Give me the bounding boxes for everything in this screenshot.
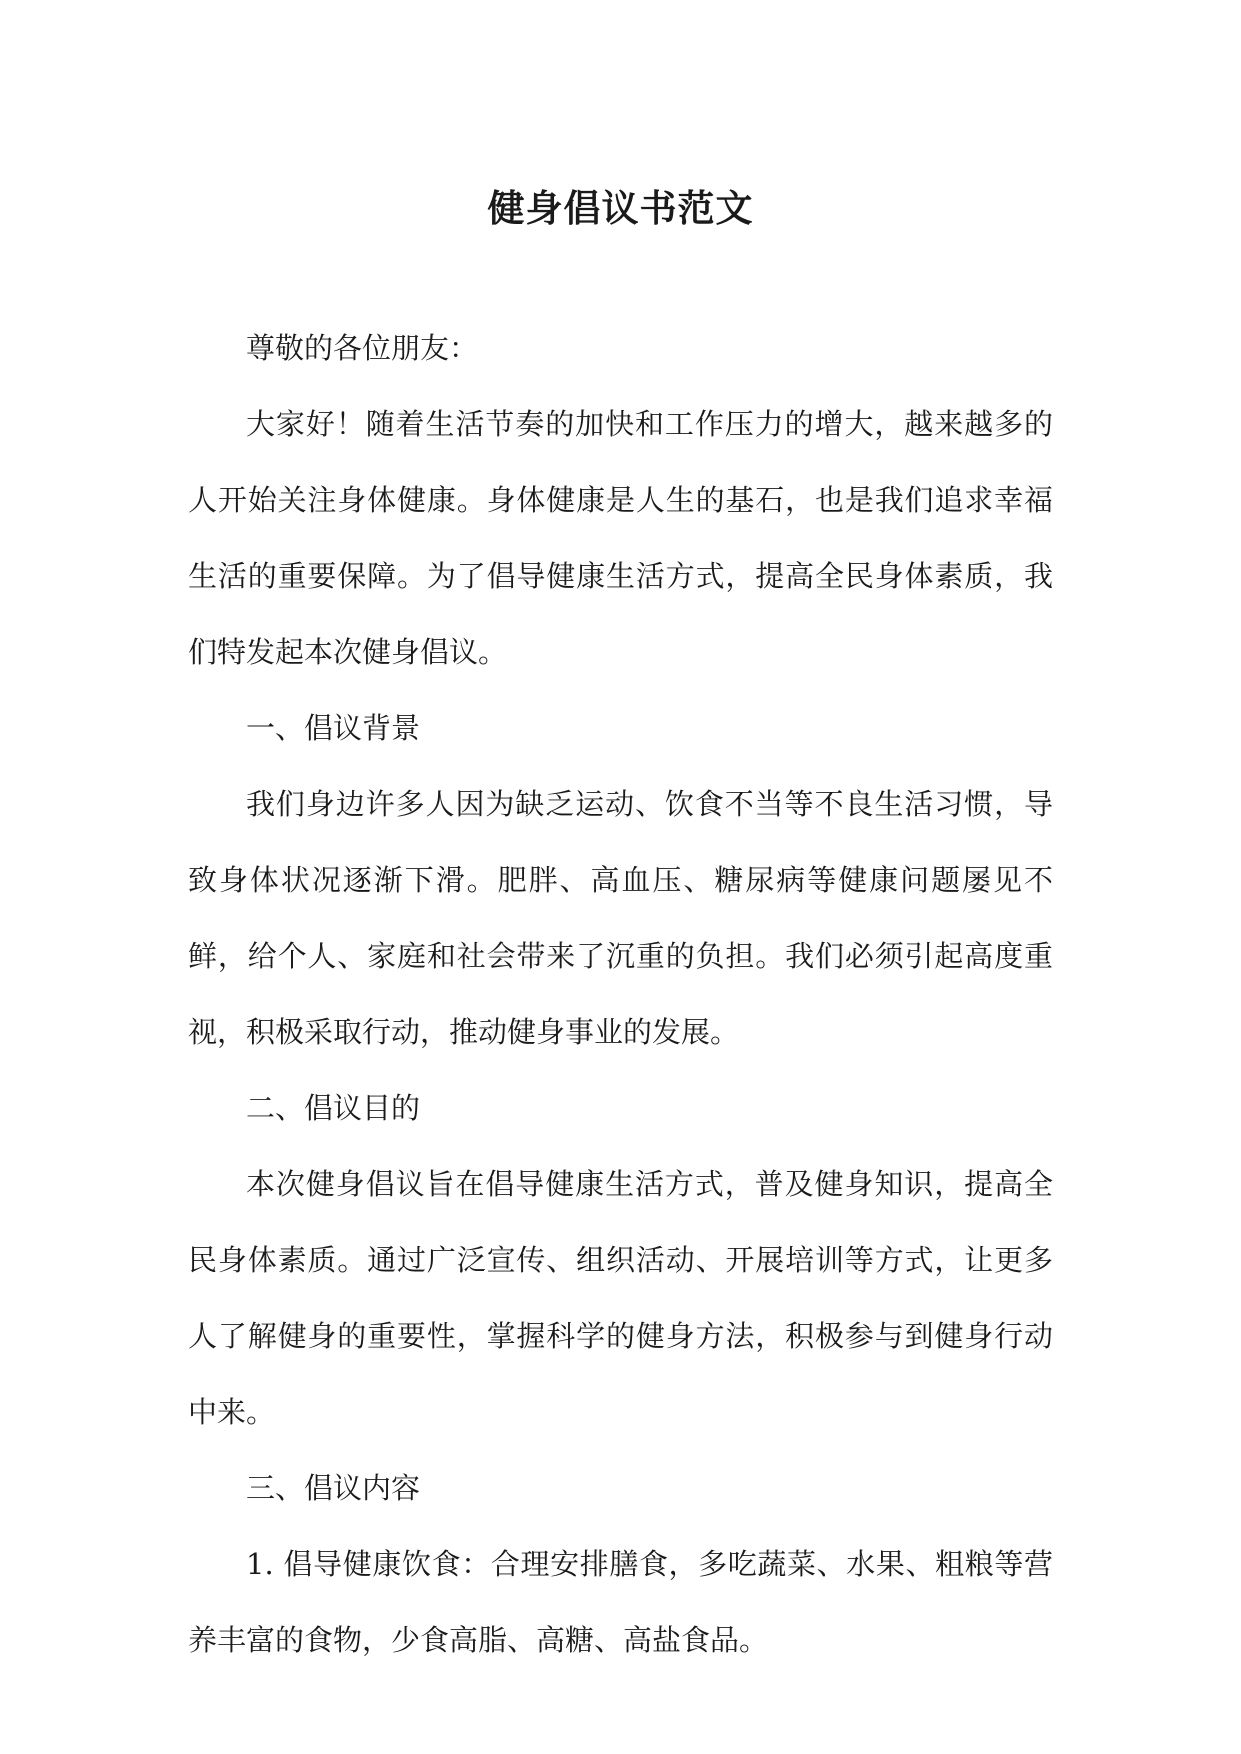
intro-paragraph: 大家好！随着生活节奏的加快和工作压力的增大，越来越多的人开始关注身体健康。身体健康是人生的基石，也是我们追求幸福生活的重要保障。为了倡导健康生活方式，提高全民身体素质，我们特发起本次健身倡议。	[188, 407, 1053, 669]
document-body	[188, 310, 1053, 1678]
background-paragraph: 我们身边许多人因为缺乏运动、饮食不当等不良生活习惯，导致身体状况逐渐下滑。肥胖、高血压、糖尿病等健康问题屡见不鲜，给个人、家庭和社会带来了沉重的负担。我们必须引起高度重视，积极采取行动，推动健身事业的发展。	[188, 787, 1053, 1049]
content-item-1: 1. 倡导健康饮食：合理安排膳食，多吃蔬菜、水果、粗粮等营养丰富的食物，少食高脂、高糖、高盐食品。	[188, 1547, 1053, 1657]
section-heading-content: 三、倡议内容	[246, 1471, 421, 1505]
purpose-paragraph: 本次健身倡议旨在倡导健康生活方式，普及健身知识，提高全民身体素质。通过广泛宣传、组织活动、开展培训等方式，让更多人了解健身的重要性，掌握科学的健身方法，积极参与到健身行动中来。	[188, 1167, 1053, 1429]
section-heading-background: 一、倡议背景	[246, 711, 421, 745]
salutation: 尊敬的各位朋友：	[246, 331, 479, 365]
document-title: 健身倡议书范文	[487, 186, 754, 230]
section-heading-purpose: 二、倡议目的	[246, 1091, 421, 1125]
